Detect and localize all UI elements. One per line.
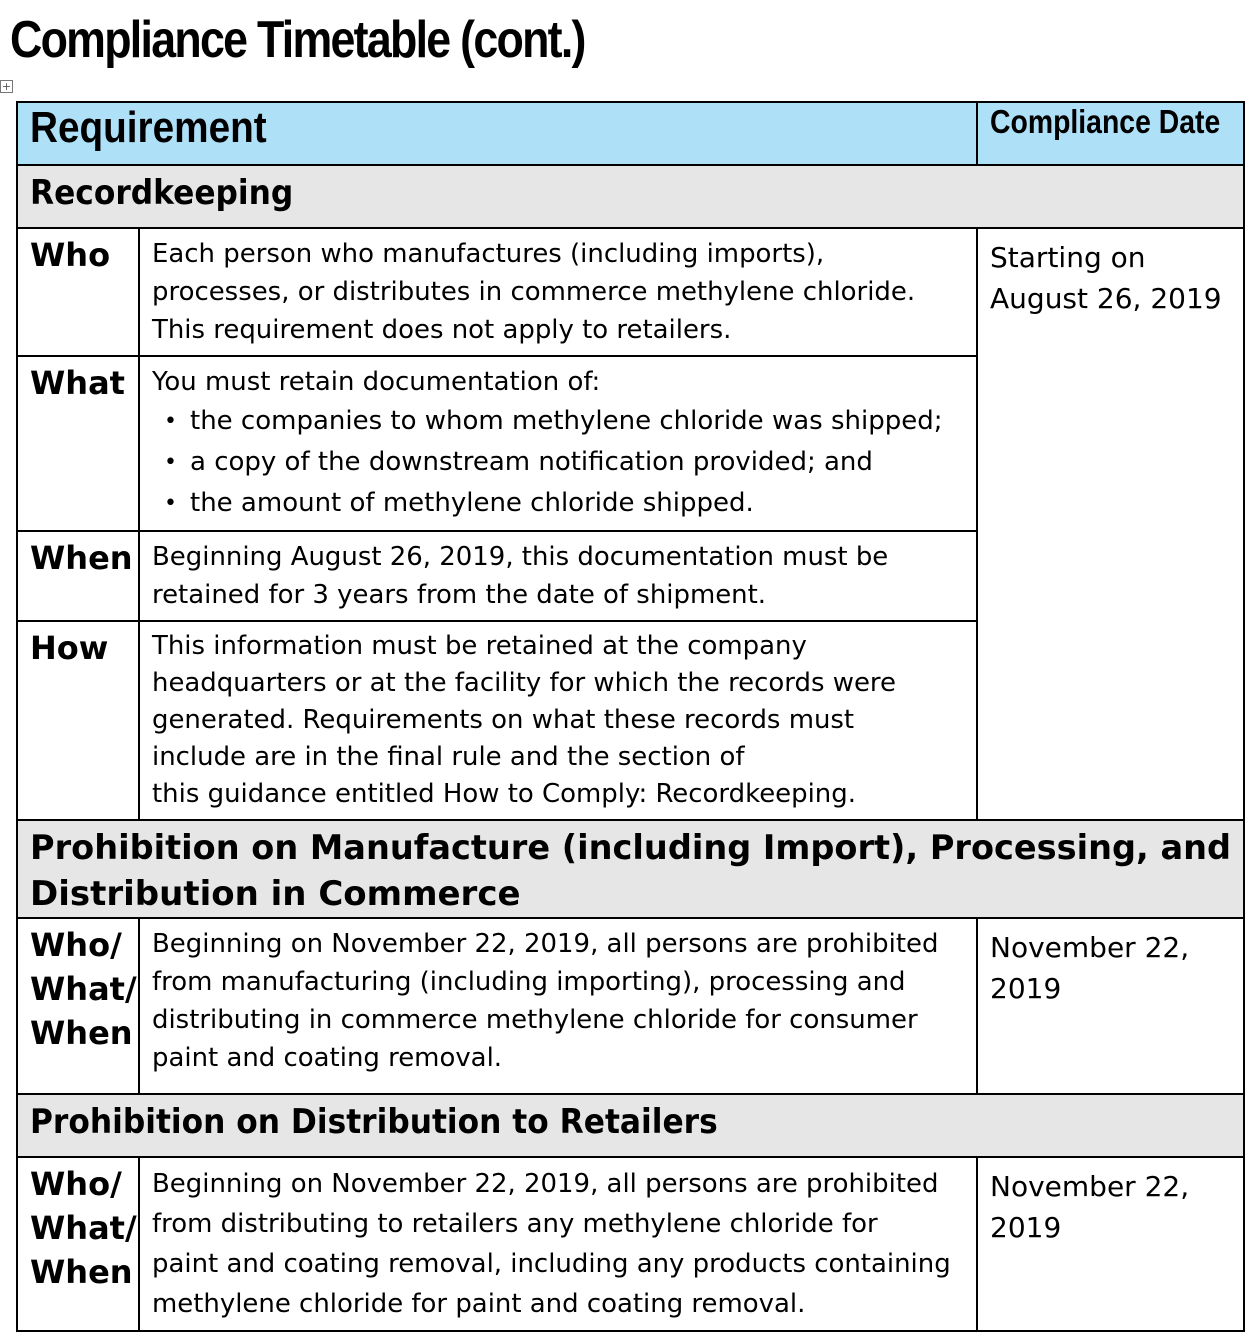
text-line: This requirement does not apply to retailers. xyxy=(152,315,732,345)
section-row-prohibition-manufacture xyxy=(17,820,1244,918)
page-title: Compliance Timetable (cont.) xyxy=(10,11,585,69)
list-item: • the amount of methylene chloride shipped. xyxy=(190,483,966,524)
date-line: November 22, xyxy=(990,931,1190,964)
section-title-line: Prohibition on Manufacture (including Import), Processing, and xyxy=(30,828,1232,868)
table-header-row xyxy=(17,102,1244,165)
label-line: What/ xyxy=(30,1209,137,1247)
table-move-handle-icon[interactable]: + xyxy=(1,80,12,93)
row-description xyxy=(139,918,977,1094)
text-line: retained for 3 years from the date of shipment. xyxy=(152,580,767,610)
compliance-date-header: Compliance Date xyxy=(990,103,1221,140)
text-line: from distributing to retailers any methylene chloride for xyxy=(152,1209,878,1239)
text-line: generated. Requirements on what these records must xyxy=(152,705,855,735)
text-line: distributing in commerce methylene chloride for consumer xyxy=(152,1005,918,1035)
section-title: Prohibition on Distribution to Retailers xyxy=(30,1102,718,1142)
date-line: August 26, 2019 xyxy=(990,282,1222,315)
label-line: What/ xyxy=(30,970,137,1008)
list-item: • a copy of the downstream notification provided; and xyxy=(190,442,966,483)
row-label: When xyxy=(17,531,139,621)
text-line: headquarters or at the facility for which the records were xyxy=(152,668,896,698)
table-row xyxy=(17,918,1244,1094)
label-line: Who/ xyxy=(30,926,122,964)
row-label: How xyxy=(17,621,139,820)
text-line: paint and coating removal, including any products containing xyxy=(152,1249,951,1279)
section-row-recordkeeping xyxy=(17,165,1244,228)
table-row xyxy=(17,1157,1244,1331)
text-line: this guidance entitled How to Comply: Recordkeeping. xyxy=(152,779,856,809)
compliance-date-cell xyxy=(977,228,1244,820)
section-row-prohibition-retailers xyxy=(17,1094,1244,1157)
row-description xyxy=(139,228,977,356)
section-heading-cell xyxy=(17,820,1244,918)
row-label: What xyxy=(17,356,139,531)
text-line: You must retain documentation of: xyxy=(152,367,601,397)
row-label xyxy=(17,1157,139,1331)
date-line: Starting on xyxy=(990,241,1146,274)
text-line: methylene chloride for paint and coating removal. xyxy=(152,1289,806,1319)
compliance-date-header-cell xyxy=(977,102,1244,165)
row-description xyxy=(139,356,977,531)
row-description xyxy=(139,531,977,621)
compliance-timetable xyxy=(16,101,1245,1332)
row-label xyxy=(17,918,139,1094)
date-line: November 22, xyxy=(990,1170,1190,1203)
list-item: • the companies to whom methylene chloride was shipped; xyxy=(190,401,966,442)
requirement-header-cell xyxy=(17,102,977,165)
text-line: Beginning on November 22, 2019, all persons are prohibited xyxy=(152,929,939,959)
label-line: Who/ xyxy=(30,1165,122,1203)
text-line: Beginning August 26, 2019, this documentation must be xyxy=(152,542,889,572)
text-line: processes, or distributes in commerce methylene chloride. xyxy=(152,277,916,307)
compliance-date-cell xyxy=(977,1157,1244,1331)
date-line: 2019 xyxy=(990,972,1062,1005)
compliance-date-cell xyxy=(977,918,1244,1094)
text-line: Each person who manufactures (including imports), xyxy=(152,239,825,269)
section-heading-cell xyxy=(17,165,1244,228)
requirement-header: Requirement xyxy=(30,103,267,152)
bullet-list xyxy=(152,401,966,524)
text-line: paint and coating removal. xyxy=(152,1043,503,1073)
row-description xyxy=(139,1157,977,1331)
section-title-line: Distribution in Commerce xyxy=(30,874,521,914)
row-description xyxy=(139,621,977,820)
text-line: from manufacturing (including importing), processing and xyxy=(152,967,906,997)
table-row xyxy=(17,228,1244,356)
label-line: When xyxy=(30,1014,133,1052)
section-title: Recordkeeping xyxy=(30,173,294,213)
row-label: Who xyxy=(17,228,139,356)
date-line: 2019 xyxy=(990,1211,1062,1244)
label-line: When xyxy=(30,1253,133,1291)
text-line: include are in the final rule and the section of xyxy=(152,742,745,772)
text-line: Beginning on November 22, 2019, all persons are prohibited xyxy=(152,1169,939,1199)
section-heading-cell xyxy=(17,1094,1244,1157)
text-line: This information must be retained at the company xyxy=(152,631,807,661)
